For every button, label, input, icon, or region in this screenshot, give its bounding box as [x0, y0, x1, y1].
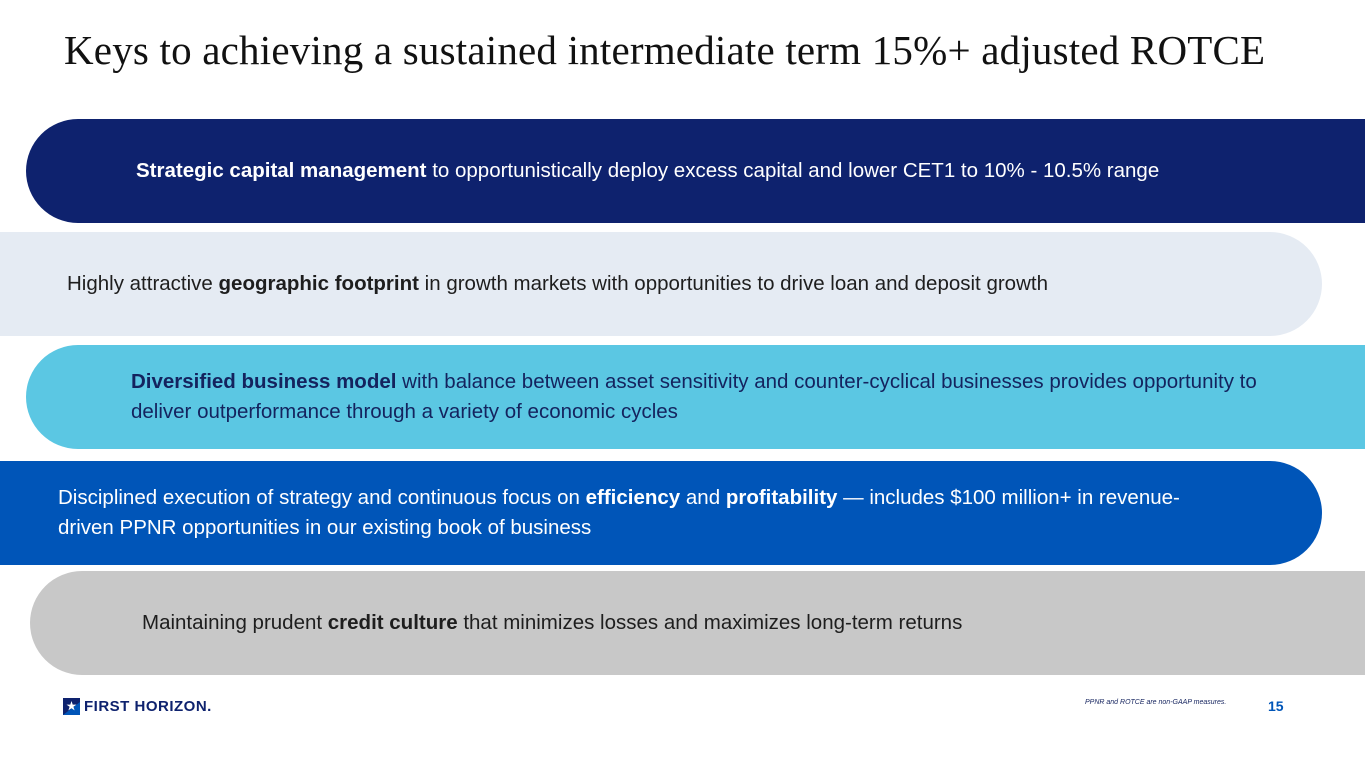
- band-highlight-text: profitability: [725, 486, 838, 509]
- band-credit-culture: [30, 571, 1365, 675]
- band-diversified-business-model: [26, 345, 1365, 449]
- band-body-text: Highly attractive: [67, 272, 219, 295]
- band-geographic-footprint: [0, 232, 1322, 336]
- band-text: [142, 608, 962, 638]
- band-highlight-text: geographic footprint: [218, 272, 419, 295]
- band-highlight-text: Diversified business model: [131, 370, 397, 393]
- first-horizon-logo-icon: [63, 698, 80, 715]
- band-body-text: to opportunistically deploy excess capital and lower CET1 to 10% - 10.5% range: [426, 159, 1160, 182]
- band-highlight-text: Strategic capital management: [136, 159, 427, 182]
- band-capital-management: [26, 119, 1365, 223]
- band-body-text: Disciplined execution of strategy and continuous focus on: [58, 486, 586, 509]
- logo-text: FIRST HORIZON.: [84, 697, 212, 715]
- slide-title: Keys to achieving a sustained intermediate term 15%+ adjusted ROTCE: [64, 27, 1266, 73]
- band-body-text: that minimizes losses and maximizes long-term returns: [457, 611, 963, 634]
- band-body-text: and: [680, 486, 726, 509]
- band-body-text: Maintaining prudent: [142, 611, 328, 634]
- band-body-text: in growth markets with opportunities to drive loan and deposit growth: [418, 272, 1048, 295]
- band-disciplined-execution: [0, 461, 1322, 565]
- band-body-text: — includes $100 million+ in revenue-driven PPNR opportunities in our existing book of business: [58, 486, 1180, 539]
- footnote: PPNR and ROTCE are non-GAAP measures.: [1085, 699, 1227, 706]
- band-text: [67, 269, 1048, 299]
- band-text: [131, 367, 1281, 427]
- band-text: [136, 156, 1159, 186]
- band-body-text: with balance between asset sensitivity and counter-cyclical businesses provides opportunity to deliver outperformance through a variety of economic cycles: [131, 370, 1257, 423]
- page-number: 15: [1268, 698, 1284, 714]
- band-highlight-text: credit culture: [327, 611, 458, 634]
- band-text: [58, 483, 1208, 543]
- company-logo: [63, 697, 212, 715]
- band-highlight-text: efficiency: [585, 486, 681, 509]
